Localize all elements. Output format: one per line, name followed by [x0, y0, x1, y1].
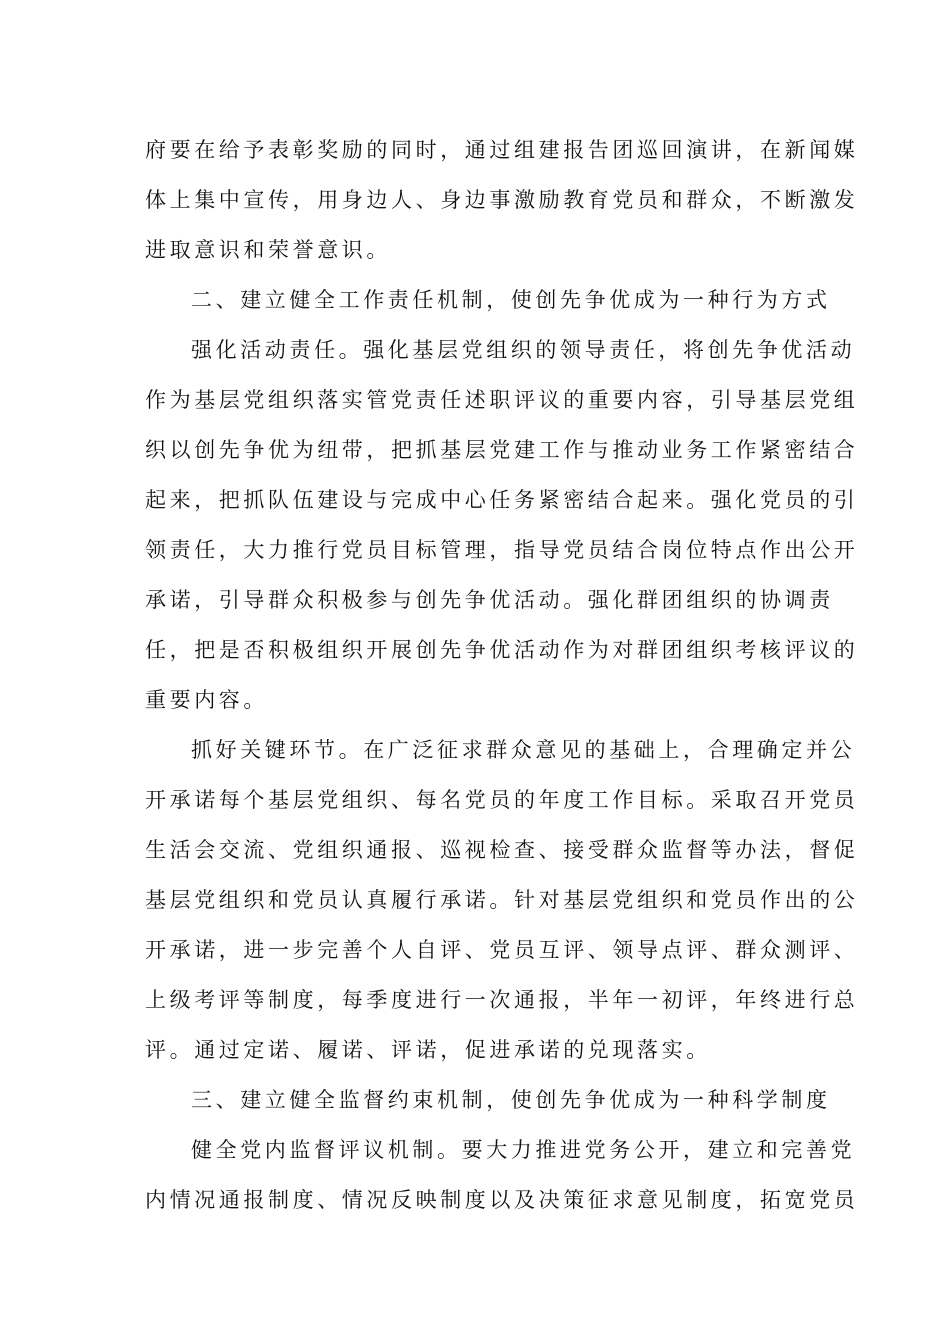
text-line: 任，把是否积极组织开展创先争优活动作为对群团组织考核评议的 — [145, 638, 859, 662]
text-line: 领责任，大力推行党员目标管理，指导党员结合岗位特点作出公开 — [145, 538, 859, 562]
section-heading: 二、建立健全工作责任机制，使创先争优成为一种行为方式 — [191, 288, 831, 312]
text-line: 起来，把抓队伍建设与完成中心任务紧密结合起来。强化党员的引 — [145, 488, 859, 512]
section-heading: 三、建立健全监督约束机制，使创先争优成为一种科学制度 — [191, 1088, 831, 1112]
text-line: 内情况通报制度、情况反映制度以及决策征求意见制度，拓宽党员 — [145, 1188, 859, 1212]
text-line: 上级考评等制度，每季度进行一次通报，半年一初评，年终进行总 — [145, 988, 859, 1012]
text-line: 体上集中宣传，用身边人、身边事激励教育党员和群众，不断激发 — [145, 188, 859, 212]
text-line: 抓好关键环节。在广泛征求群众意见的基础上，合理确定并公 — [191, 738, 856, 762]
text-line: 基层党组织和党员认真履行承诺。针对基层党组织和党员作出的公 — [145, 888, 859, 912]
text-line: 开承诺，进一步完善个人自评、党员互评、领导点评、群众测评、 — [145, 938, 859, 962]
text-line: 生活会交流、党组织通报、巡视检查、接受群众监督等办法，督促 — [145, 838, 859, 862]
text-line: 健全党内监督评议机制。要大力推进党务公开，建立和完善党 — [191, 1138, 856, 1162]
text-line: 强化活动责任。强化基层党组织的领导责任，将创先争优活动 — [191, 338, 856, 362]
text-line: 重要内容。 — [145, 688, 268, 712]
text-line: 承诺，引导群众积极参与创先争优活动。强化群团组织的协调责 — [145, 588, 834, 612]
text-line: 开承诺每个基层党组织、每名党员的年度工作目标。采取召开党员 — [145, 788, 859, 812]
text-line: 作为基层党组织落实管党责任述职评议的重要内容，引导基层党组 — [145, 388, 859, 412]
text-line: 府要在给予表彰奖励的同时，通过组建报告团巡回演讲，在新闻媒 — [145, 138, 859, 162]
text-line: 评。通过定诺、履诺、评诺，促进承诺的兑现落实。 — [145, 1038, 711, 1062]
text-line: 织以创先争优为纽带，把抓基层党建工作与推动业务工作紧密结合 — [145, 438, 859, 462]
text-line: 进取意识和荣誉意识。 — [145, 238, 391, 262]
